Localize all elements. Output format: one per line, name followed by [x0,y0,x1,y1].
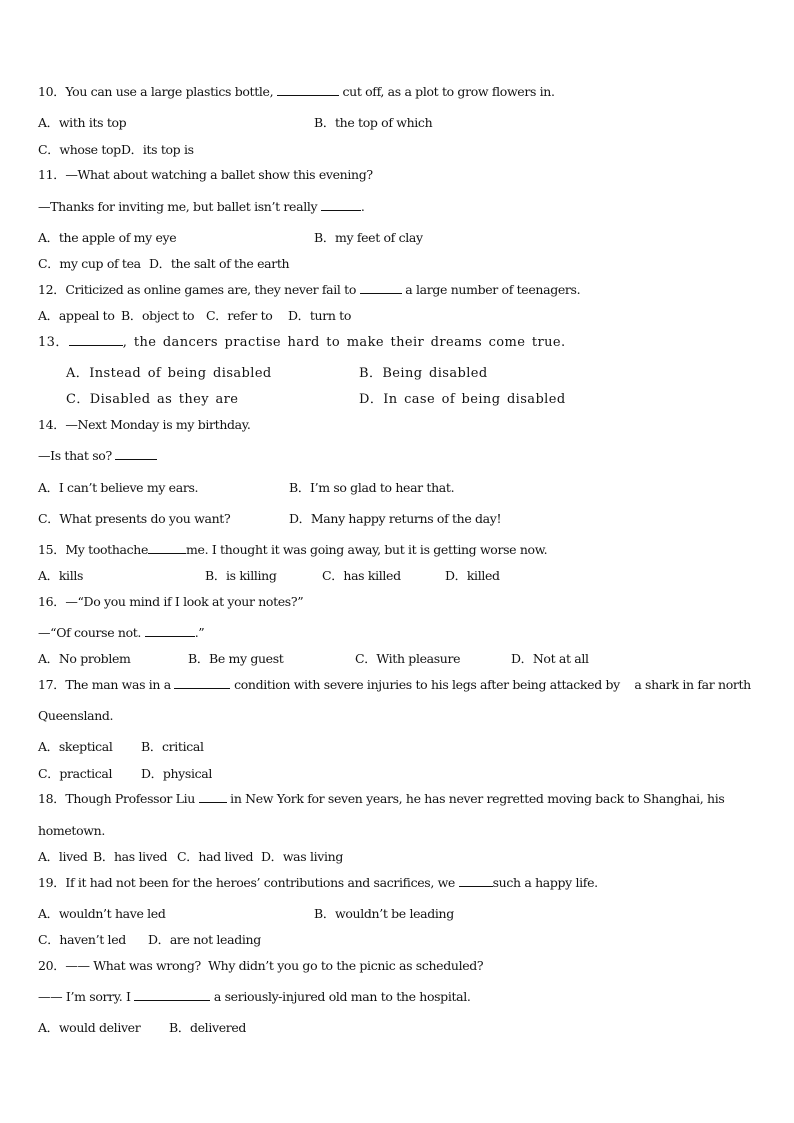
question-19-stem [38,875,598,891]
option-b[interactable]: B．I’m so glad to hear that. [289,480,455,495]
question-15-stem [38,542,547,558]
option-a[interactable]: A．No problem [38,651,131,666]
option-c[interactable]: C．whose top [38,142,121,157]
option-d[interactable]: D．are not leading [148,932,261,947]
stem-text: in New York for seven years, he has never regretted moving back to Shanghai, his [226,791,725,806]
stem-text: 19．If it had not been for the heroes’ contributions and sacrifices, we [38,875,459,890]
stem-text: a large number of teenagers. [401,282,581,297]
reply-text: —“Of course not. [38,625,145,640]
option-b[interactable]: B．has lived [93,849,168,864]
option-d[interactable]: D．its top is [121,142,194,157]
option-a[interactable]: A．skeptical [38,739,113,754]
option-c[interactable]: C．What presents do you want? [38,511,231,526]
answer-blank [459,875,493,887]
question-18-stem [38,791,724,807]
stem-text: 17．The man was in a [38,677,175,692]
option-c[interactable]: C．my cup of tea [38,256,141,271]
reply-text: . [360,199,365,214]
option-d[interactable]: D．Many happy returns of the day! [289,511,502,526]
stem-text: , the dancers practise hard to make their dreams come true. [122,335,566,350]
option-a[interactable]: A．appeal to [38,308,115,323]
question-17-stem [38,677,751,693]
stem-text: condition with severe injuries to his legs after being attacked by a shark in far north [230,677,751,692]
option-d[interactable]: D．Not at all [511,651,589,666]
reply-text: —Thanks for inviting me, but ballet isn’t really [38,199,321,214]
question-20-reply [38,989,471,1005]
reply-text: —— I’m sorry. I [38,989,135,1004]
answer-blank [321,199,361,211]
option-d[interactable]: D．In case of being disabled [359,392,566,407]
option-c[interactable]: C．haven’t led [38,932,126,947]
option-b[interactable]: B．Be my guest [188,651,284,666]
option-b[interactable]: B．object to [121,308,195,323]
option-b[interactable]: B．delivered [169,1020,247,1035]
question-16-reply [38,625,204,641]
question-10-stem [38,84,555,100]
answer-blank [360,282,402,294]
question-11-stem: 11．—What about watching a ballet show this evening? [38,167,373,182]
option-c[interactable]: C．practical [38,766,113,781]
stem-text: cut off, as a plot to grow flowers in. [338,84,555,99]
answer-blank [199,791,227,803]
question-17-stem-cont: Queensland. [38,708,114,723]
answer-blank [134,989,210,1001]
option-c[interactable]: C．Disabled as they are [66,392,239,407]
option-d[interactable]: D．turn to [288,308,351,323]
question-11-reply [38,199,364,215]
option-b[interactable]: B．is killing [205,568,277,583]
option-a[interactable]: A．the apple of my eye [38,230,177,245]
question-14-reply [38,448,157,464]
option-d[interactable]: D．physical [141,766,212,781]
option-c[interactable]: C．With pleasure [355,651,461,666]
option-b[interactable]: B．Being disabled [359,366,488,381]
answer-blank [148,542,186,554]
option-c[interactable]: C．refer to [206,308,273,323]
option-b[interactable]: B．critical [141,739,204,754]
stem-text: me. I thought it was going away, but it is getting worse now. [186,542,548,557]
stem-text: 15．My toothache [38,542,149,557]
option-d[interactable]: D．killed [445,568,500,583]
answer-blank [174,677,230,689]
option-d[interactable]: D．was living [261,849,343,864]
stem-text: 18．Though Professor Liu [38,791,199,806]
question-18-stem-cont: hometown. [38,823,105,838]
option-a[interactable]: A．would deliver [38,1020,141,1035]
option-a[interactable]: A．wouldn’t have led [38,906,166,921]
option-b[interactable]: B．the top of which [314,115,433,130]
option-c[interactable]: C．has killed [322,568,401,583]
answer-blank [115,448,157,460]
stem-text: 10．You can use a large plastics bottle, [38,84,277,99]
option-a[interactable]: A．kills [38,568,84,583]
option-a[interactable]: A．Instead of being disabled [66,366,272,381]
question-16-stem: 16．—“Do you mind if I look at your notes?” [38,594,304,609]
stem-text: such a happy life. [492,875,598,890]
reply-text: —Is that so? [38,448,116,463]
option-b[interactable]: B．wouldn’t be leading [314,906,454,921]
answer-blank [277,84,339,96]
option-d[interactable]: D．the salt of the earth [149,256,290,271]
reply-text: a seriously-injured old man to the hospital. [210,989,471,1004]
question-14-stem: 14．—Next Monday is my birthday. [38,417,251,432]
option-c[interactable]: C．had lived [177,849,254,864]
question-13-stem [38,334,565,351]
stem-text: 13． [38,335,69,350]
question-12-stem [38,282,580,298]
option-a[interactable]: A．with its top [38,115,127,130]
question-20-stem: 20．—— What was wrong? Why didn’t you go to the picnic as scheduled? [38,958,484,973]
option-b[interactable]: B．my feet of clay [314,230,423,245]
answer-blank [69,334,123,346]
option-a[interactable]: A．I can’t believe my ears. [38,480,199,495]
reply-text: .” [194,625,205,640]
option-a[interactable]: A．lived [38,849,88,864]
stem-text: 12．Criticized as online games are, they never fail to [38,282,360,297]
answer-blank [145,625,195,637]
